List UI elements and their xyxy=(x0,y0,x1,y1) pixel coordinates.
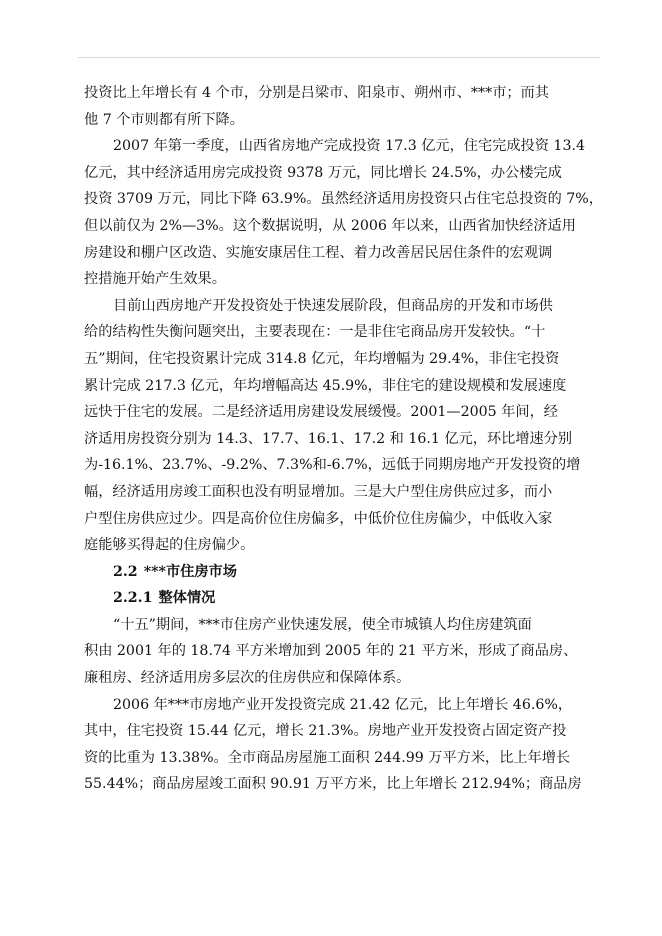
text-line: 控措施开始产生效果。 xyxy=(84,271,226,288)
text-line: 为-16.1%、23.7%、-9.2%、7.3%和-6.7%，远低于同期房地产开发投资的增 xyxy=(84,457,581,474)
text-line: 但以前仅为 2%—3%。这个数据说明，从 2006 年以来，山西省加快经济适用 xyxy=(84,217,576,234)
text-line: 房建设和棚户区改造、实施安康居住工程、着力改善居民居住条件的宏观调 xyxy=(84,244,553,261)
section-heading-2-2-1 xyxy=(84,585,592,612)
paragraph-2 xyxy=(84,133,603,293)
text-line: 2007 年第一季度，山西省房地产完成投资 17.3 亿元，住宅完成投资 13.4 xyxy=(113,138,586,155)
text-line: 户型住房供应过少。四是高价位住房偏多，中低价位住房偏少，中低收入家 xyxy=(84,510,553,527)
text-line: 济适用房投资分别为 14.3、17.7、16.1、17.2 和 16.1 亿元，环比增速分别 xyxy=(84,430,573,447)
text-line: 亿元，其中经济适用房完成投资 9378 万元，同比增长 24.5%，办公楼完成 xyxy=(84,164,562,181)
header-rule xyxy=(78,57,600,58)
text-line: 资的比重为 13.38%。全市商品房屋施工面积 244.99 万平方米，比上年增长 xyxy=(84,749,571,766)
section-title: 整体情况 xyxy=(158,590,216,607)
text-line: “十五”期间，***市住房产业快速发展，使全市城镇人均住房建筑面 xyxy=(113,616,532,633)
section-number: 2.2.1 xyxy=(113,590,153,607)
text-line: 2006 年***市房地产业开发投资完成 21.42 亿元，比上年增长 46.6%， xyxy=(113,696,573,713)
paragraph-5 xyxy=(84,692,592,798)
text-line: 幅，经济适用房竣工面积也没有明显增加。三是大户型住房供应过多，而小 xyxy=(84,483,553,500)
section-number: 2.2 xyxy=(113,563,138,580)
text-line: 投资比上年增长有 4 个市，分别是吕梁市、阳泉市、朔州市、***市；而其 xyxy=(84,85,549,101)
text-line: 累计完成 217.3 亿元，年均增幅高达 45.9%，非住宅的建设规模和发展速度 xyxy=(84,377,567,394)
text-line: 投资 3709 万元，同比下降 63.9%。虽然经济适用房投资只占住宅总投资的 7%， xyxy=(84,191,603,208)
text-line: 他 7 个市则都有所下降。 xyxy=(84,111,244,128)
text-line: 廉租房、经济适用房多层次的住房供应和保障体系。 xyxy=(84,670,411,687)
section-heading-2-2 xyxy=(84,559,592,586)
section-title: ***市住房市场 xyxy=(143,563,237,580)
document-body xyxy=(84,80,603,798)
text-line: 积由 2001 年的 18.74 平方米增加到 2005 年的 21 平方米，形成了商品房、 xyxy=(84,643,578,660)
paragraph-1 xyxy=(84,80,592,133)
paragraph-4 xyxy=(84,612,592,692)
text-line: 远快于住宅的发展。二是经济适用房建设发展缓慢。2001—2005 年间，经 xyxy=(84,404,558,421)
text-line: 目前山西房地产开发投资处于快速发展阶段，但商品房的开发和市场供 xyxy=(113,297,553,314)
text-line: 给的结构性失衡问题突出，主要表现在：一是非住宅商品房开发较快。“十 xyxy=(84,324,546,341)
text-line: 其中，住宅投资 15.44 亿元，增长 21.3%。房地产业开发投资占固定资产投 xyxy=(84,723,567,740)
paragraph-3 xyxy=(84,293,592,559)
text-line: 五”期间，住宅投资累计完成 314.8 亿元，年均增幅为 29.4%，非住宅投资 xyxy=(84,350,560,367)
text-line: 庭能够买得起的住房偏少。 xyxy=(84,537,255,554)
text-line: 55.44%；商品房屋竣工面积 90.91 万平方米，比上年增长 212.94%；商品房 xyxy=(84,776,582,793)
